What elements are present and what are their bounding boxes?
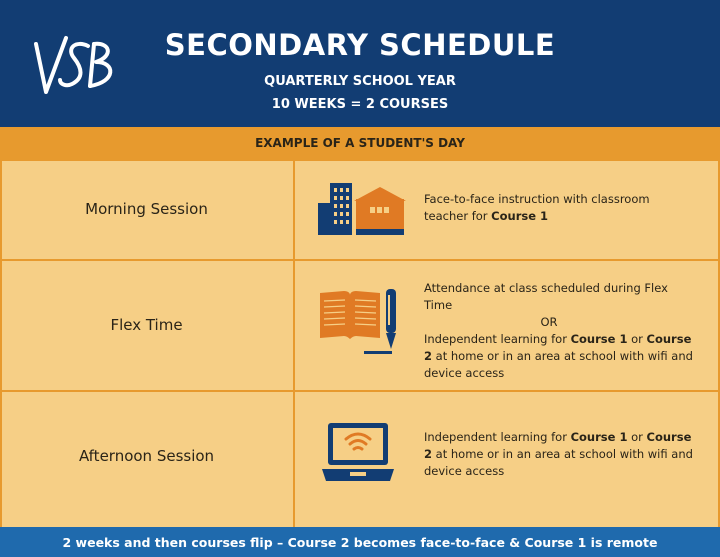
page-subtitle: QUARTERLY SCHOOL YEAR <box>264 74 456 89</box>
footer-banner <box>0 527 720 557</box>
header-banner <box>0 0 720 127</box>
section-band-label: EXAMPLE OF A STUDENT'S DAY <box>255 136 465 150</box>
description-text: Independent learning for <box>424 332 571 346</box>
course-reference: Course 2 <box>424 332 692 363</box>
school-buildings-icon <box>316 181 406 235</box>
session-label-afternoon: Afternoon Session <box>78 447 215 465</box>
book-pen-icon <box>318 287 404 357</box>
section-band <box>0 127 720 161</box>
session-label-morning: Morning Session <box>85 200 208 218</box>
laptop-wifi-icon <box>318 419 398 489</box>
page-subtitle-weeks: 10 WEEKS = 2 COURSES <box>271 97 449 112</box>
session-description-morning <box>424 191 694 225</box>
course-reference: Course 1 <box>570 430 628 444</box>
description-text: at home or in an area at school with wifi and device access <box>424 349 693 380</box>
session-description-flex <box>424 280 694 382</box>
footer-note: 2 weeks and then courses flip – Course 2 becomes face-to-face & Course 1 is remote <box>62 535 658 550</box>
vsb-logo <box>30 30 120 100</box>
course-reference: Course 1 <box>570 332 628 346</box>
table-column-divider <box>293 161 295 527</box>
description-text: at home or in an area at school with wifi and device access <box>424 447 693 478</box>
table-row-divider <box>0 259 720 261</box>
session-label-flex: Flex Time <box>110 316 183 334</box>
page-title: SECONDARY SCHEDULE <box>164 28 556 62</box>
description-text: Face-to-face instruction with classroom teacher for <box>424 192 650 223</box>
table-row-divider <box>0 390 720 392</box>
description-text: Attendance at class scheduled during Flex Time <box>424 281 668 312</box>
course-reference: Course 1 <box>491 209 549 223</box>
schedule-table <box>0 161 720 527</box>
description-text: Independent learning for <box>424 430 571 444</box>
description-text: or <box>627 332 647 346</box>
session-description-afternoon <box>424 429 694 480</box>
description-text: or <box>627 430 647 444</box>
course-reference: Course 2 <box>424 430 692 461</box>
or-separator: OR <box>540 315 558 329</box>
